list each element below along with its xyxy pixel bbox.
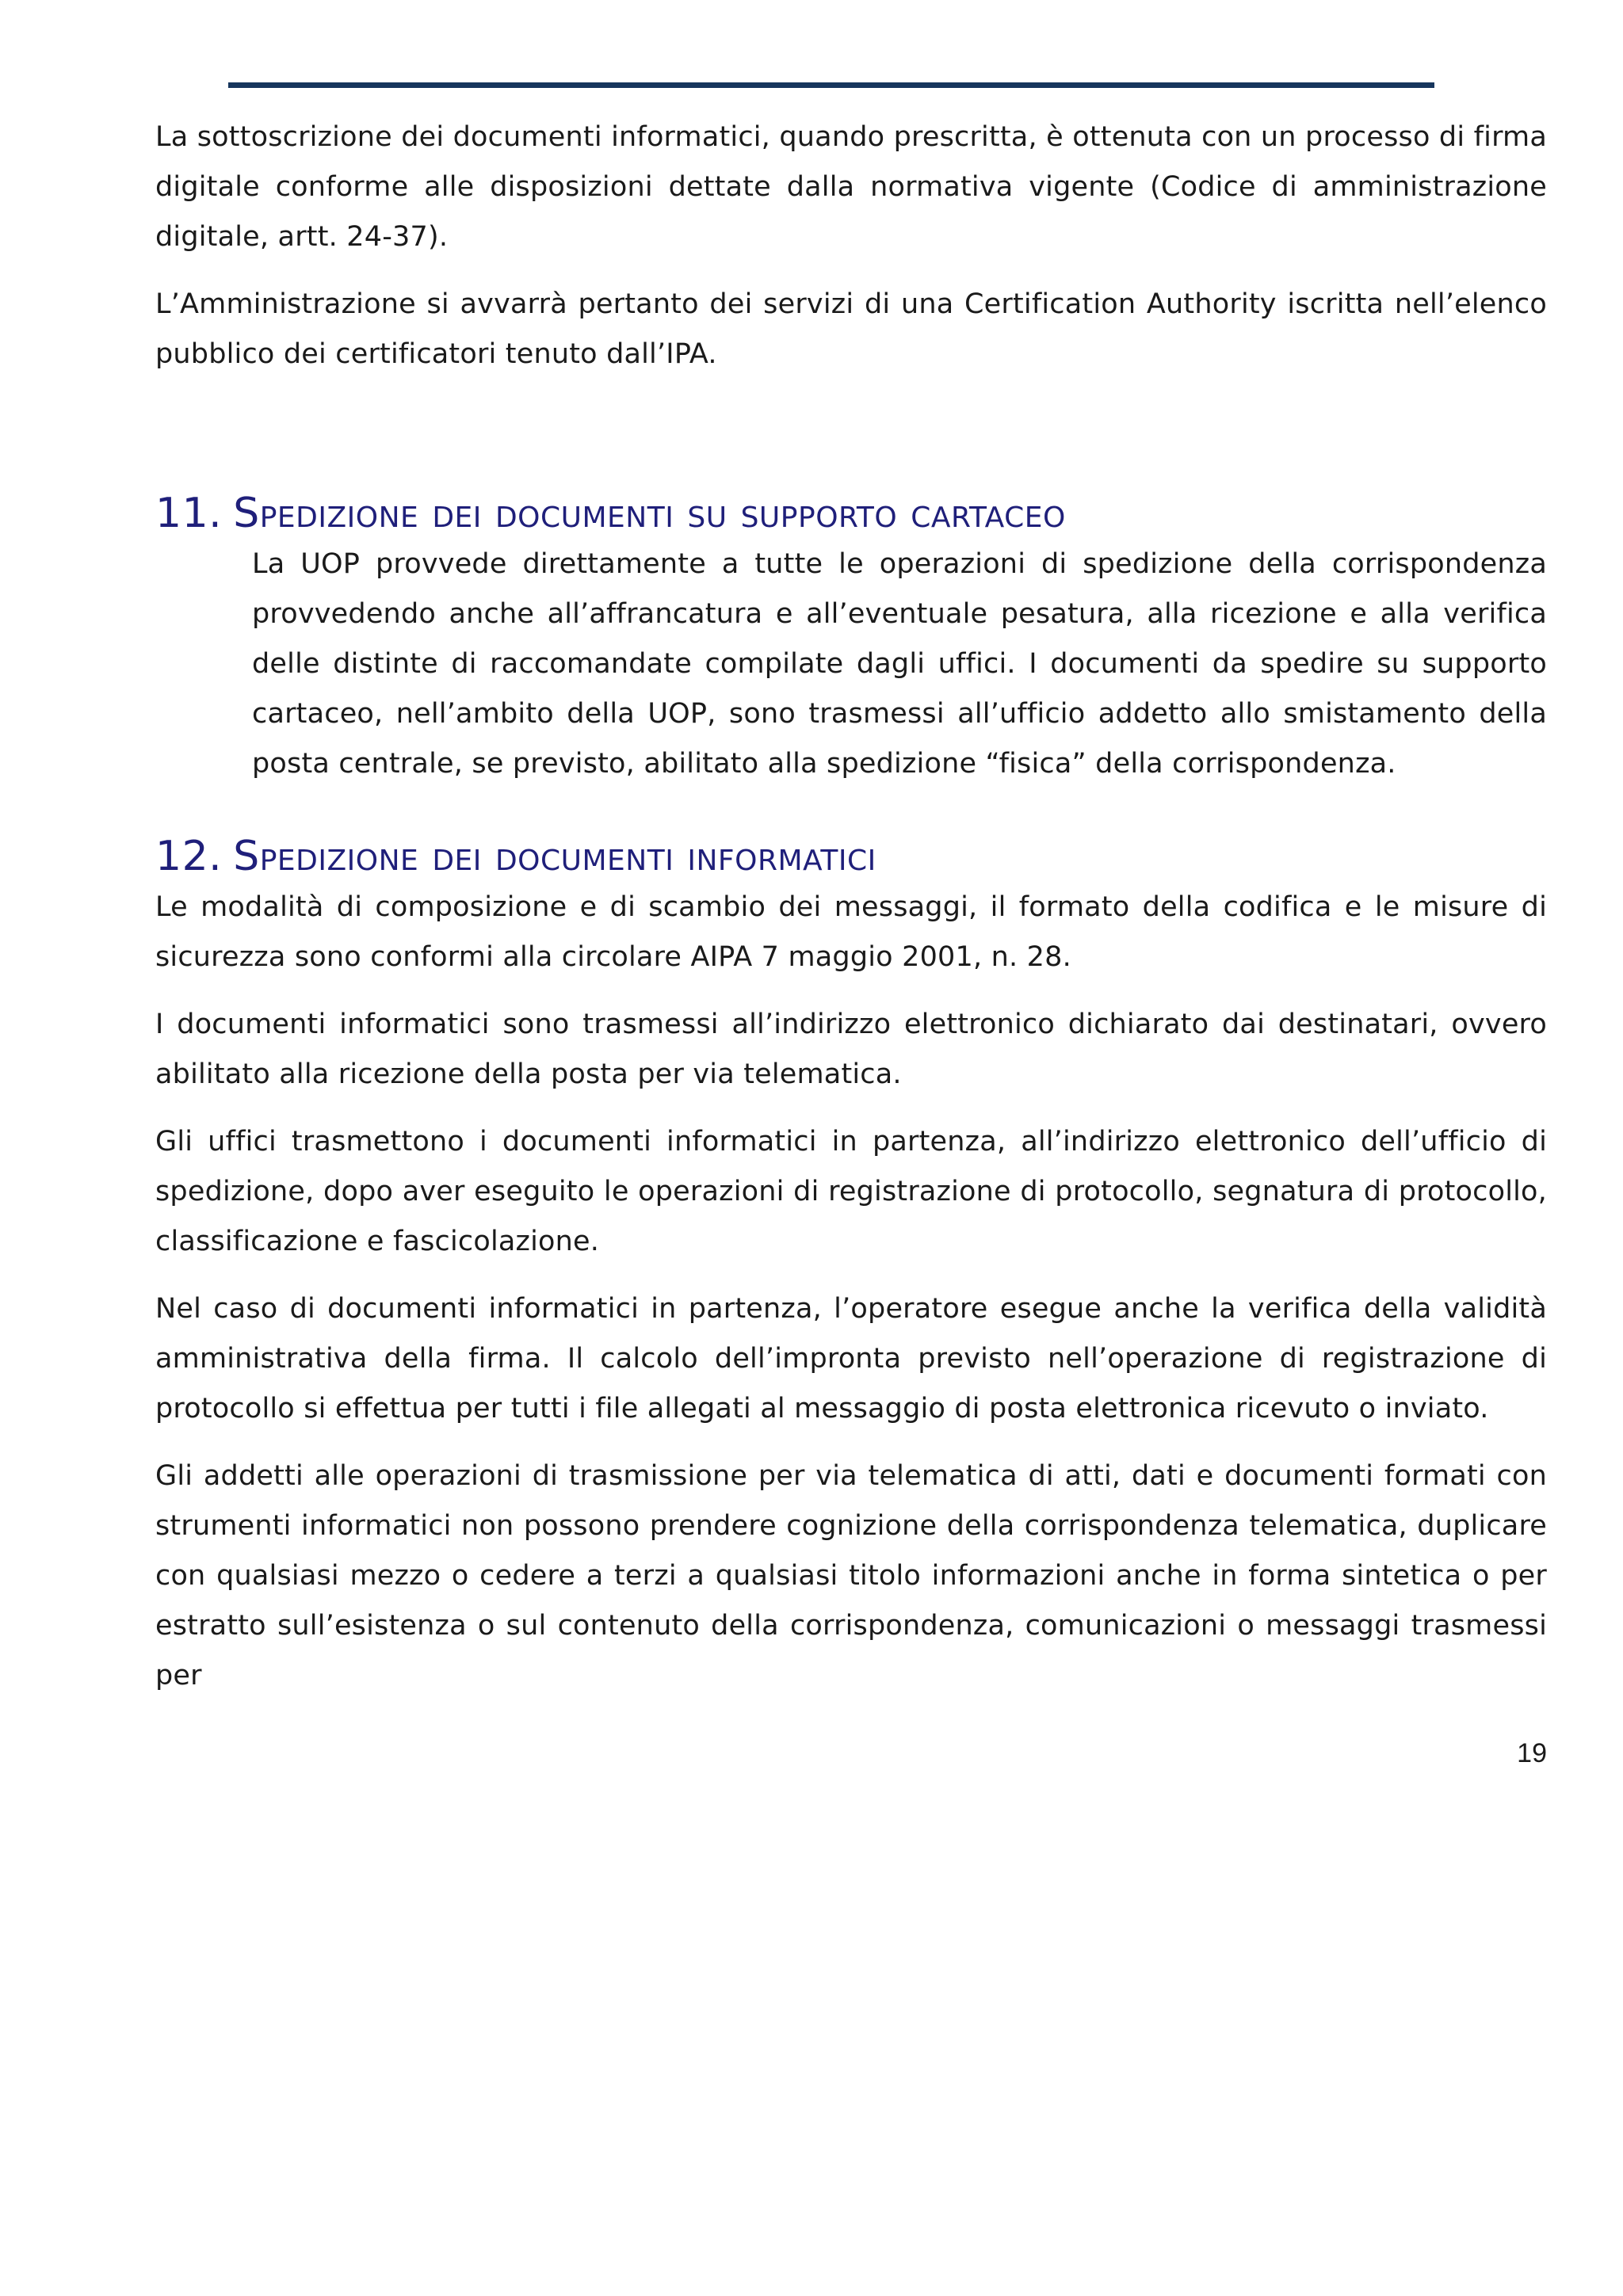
section-12-number: 12. <box>155 833 223 880</box>
section-12-paragraph-2: I documenti informatici sono trasmessi all’indirizzo elettronico dichiarato dai destinatari, ovvero abilitato alla ricezione della posta per via telematica. <box>155 1009 1547 1090</box>
section-12-paragraph-3: Gli uffici trasmettono i documenti informatici in partenza, all’indirizzo elettronico dell’ufficio di spedizione, dopo aver eseguito le operazioni di registrazione di protocollo, segnatura di protocollo, classificazione e fascicolazione. <box>155 1126 1547 1257</box>
section-11-paragraph-1: La UOP provvede direttamente a tutte le operazioni di spedizione della corrispondenza provvedendo anche all’affrancatura e all’eventuale pesatura, alla ricezione e alla verifica delle distinte di raccomandate compilate dagli uffici. I documenti da spedire su supporto cartaceo, nell’ambito della UOP, sono trasmessi all’ufficio addetto allo smistamento della posta centrale, se previsto, abilitato alla spedizione “fisica” della corrispondenza. <box>252 548 1547 780</box>
section-11-title: Spedizione dei documenti su supporto cartaceo <box>233 490 1066 537</box>
header-rule <box>228 82 1434 88</box>
page-number: 19 <box>1517 1738 1547 1768</box>
section-12-paragraph-4: Nel caso di documenti informatici in partenza, l’operatore esegue anche la verifica della validità amministrativa della firma. Il calcolo dell’impronta previsto nell’operazione di registrazione di protocollo si effettua per tutti i file allegati al messaggio di posta elettronica ricevuto o inviato. <box>155 1293 1547 1425</box>
intro-paragraph-1: La sottoscrizione dei documenti informatici, quando prescritta, è ottenuta con un processo di firma digitale conforme alle disposizioni dettate dalla normativa vigente (Codice di amministrazione digitale, artt. 24-37). <box>155 121 1547 253</box>
intro-paragraph-2: L’Amministrazione si avvarrà pertanto dei servizi di una Certification Authority iscritta nell’elenco pubblico dei certificatori tenuto dall’IPA. <box>155 288 1547 370</box>
section-11-number: 11. <box>155 490 223 537</box>
page-content <box>155 113 1547 1718</box>
section-11-body <box>252 540 1547 789</box>
section-12-paragraph-5: Gli addetti alle operazioni di trasmissione per via telematica di atti, dati e documenti formati con strumenti informatici non possono prendere cognizione della corrispondenza telematica, duplicare con qualsiasi mezzo o cedere a terzi a qualsiasi titolo informazioni anche in forma sintetica o per estratto sull’esistenza o sul contenuto della corrispondenza, comunicazioni o messaggi trasmessi per <box>155 1460 1547 1691</box>
section-11-heading <box>155 487 1547 540</box>
section-12-heading <box>155 830 1547 883</box>
section-12-title: Spedizione dei documenti informatici <box>233 833 876 880</box>
section-12-paragraph-1: Le modalità di composizione e di scambio dei messaggi, il formato della codifica e le misure di sicurezza sono conformi alla circolare AIPA 7 maggio 2001, n. 28. <box>155 891 1547 973</box>
